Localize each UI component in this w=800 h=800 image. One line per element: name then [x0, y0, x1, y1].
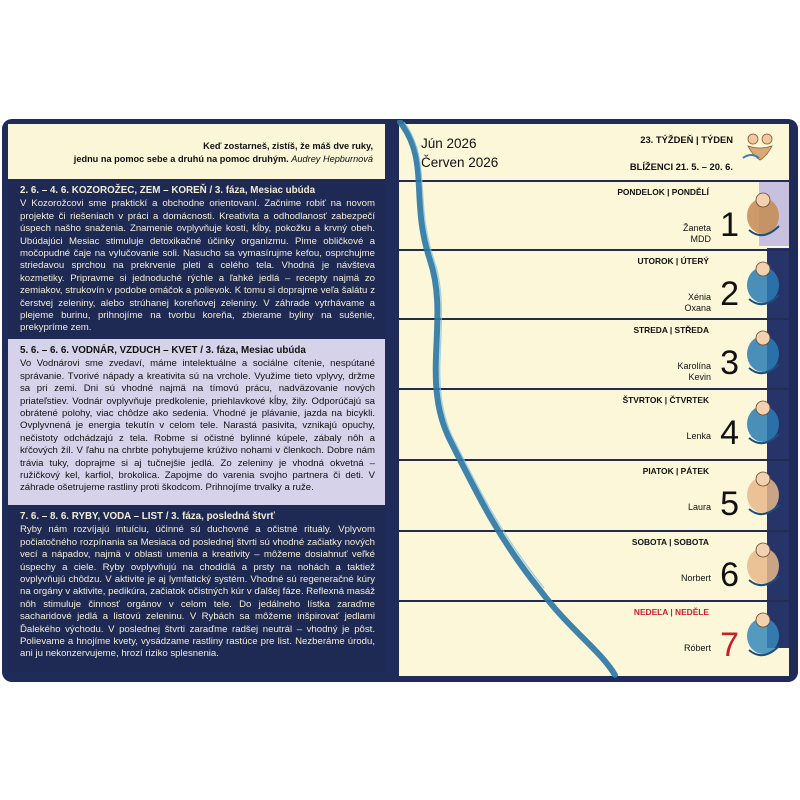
- zodiac-range: BLÍŽENCI 21. 5. – 20. 6.: [629, 161, 733, 172]
- day-number: 2: [720, 275, 739, 313]
- quote-line-1: Keď zostarneš, zistíš, že máš dve ruky,: [203, 141, 373, 151]
- capricorn-icon: [739, 255, 787, 311]
- nameday-names: Laura: [687, 502, 711, 512]
- section-text: Ryby nám rozvíjajú intuíciu, účinné sú duchovné a očistné rituály. Vplyvom počiatočného rozpínania sa Mesiaca od poslednej štvrti sú vhodné začiatky nových vecí a nápadov, najmä v oblasti umenia a kreativity – môžeme dosiahnuť veľké úspechy a ciele. Ryby ovplyvňujú na chodidlá a prsty na nohách a taktiež ovplyvňujú chôdzu. V aktivite je aj lymfatický systém. Vhodné sú regeneračné kúry na orgány v aktivite, pedikúra, začiatok očistných kúr v ďalšej fáze. Reflexná masáž nôh stimuluje činnosť orgánov v celom tele. Do jedálneho lístka zaraďme sacharidové jedlá a listovú zeleninu. V Rybách sa môžeme inšpirovať jedlami Ďalekého východu. V poslednej štvrti zaraďme radšej neutrál – vhodný je pôst. Polievame a hnojíme kvety, vysádzame rastliny rastúce pre list. Nezberáme úrodu, ani ju nekonzervujeme, hrozí riziko splesnenia.: [20, 524, 375, 660]
- section-title: 5. 6. – 6. 6. VODNÁR, VZDUCH – KVET / 3. fáza, Mesiac ubúda: [20, 345, 306, 356]
- section-pisces: [8, 505, 385, 672]
- section-capricorn: [8, 179, 385, 339]
- nameday-names: Lenka: [686, 431, 711, 441]
- day-name: PONDELOK | PONDĚLÍ: [617, 187, 709, 197]
- nameday-names: Róbert: [683, 643, 711, 653]
- nameday-names: Xénia Oxana: [684, 292, 711, 313]
- nameday-names: Norbert: [680, 573, 711, 583]
- day-number: 4: [720, 414, 739, 452]
- section-aquarius: [8, 339, 385, 505]
- pisces-icon: [739, 606, 787, 662]
- week-number: 23. TÝŽDEŇ | TÝDEN: [640, 134, 733, 145]
- left-page: [8, 124, 385, 672]
- section-text: V Kozorožcovi sme praktickí a obchodne orientovaní. Začnime robiť na novom projekte či riešeniach v práci a domácnosti. Kreativita a odhodlanosť zabezpečí úspech našho snaženia. Znamenie ovplyvňuje kosti, kĺby, pokožku a krvný obeh. Ubúdajúci Mesiac stimuluje detoxikačné účinky organizmu. Pime obličkové a močopudné čaje na vylučovanie soli. Nasucho sa vymasírujme kefou, osprchujme striedavou sprchou na prekrvenie pleti a celého tela. Vhodná je návšteva kozmetiky. Pripravme si jednoduché rýchle a ľahké jedlá – recepty najmä zo zemiakov, strukovín v podobe omáčok a polievok. K tomu si doprajme veľa šalátu z čerstvej zeleniny, alebo strúhanej koreňovej zeleniny. V záhrade vytrhávame a plejeme burinu, prihnojíme na tvorbu koreňa, zbierame byliny na sušenie, prekypríme zem.: [20, 198, 375, 334]
- day-name: SOBOTA | SOBOTA: [631, 537, 709, 547]
- day-name: UTOROK | ÚTERÝ: [637, 256, 709, 266]
- quote-author: Audrey Hepburnová: [291, 154, 373, 164]
- gemini-icon: [739, 128, 783, 164]
- month-cz: Červen 2026: [421, 155, 499, 170]
- day-number: 6: [720, 556, 739, 594]
- ribbon-bookmark: [390, 120, 620, 680]
- day-name: NEDEĽA | NEDĚLE: [633, 607, 709, 617]
- day-name: STREDA | STŘEDA: [633, 325, 709, 335]
- day-name: ŠTVRTOK | ČTVRTEK: [622, 395, 709, 405]
- quote-box: [8, 124, 385, 179]
- day-name: PIATOK | PÁTEK: [642, 466, 709, 476]
- quote-line-2: jednu na pomoc sebe a druhú na pomoc druhým.: [73, 154, 289, 164]
- aquarius-icon: [739, 536, 787, 592]
- section-title: 7. 6. – 8. 6. RYBY, VODA – LIST / 3. fáza, posledná štvrť: [20, 511, 275, 522]
- nameday-names: Karolína Kevin: [677, 361, 711, 382]
- day-number: 3: [720, 344, 739, 382]
- month-sk: Jún 2026: [421, 136, 477, 151]
- capricorn-icon: [739, 394, 787, 450]
- aquarius-icon: [739, 465, 787, 521]
- quote-text: [33, 140, 373, 166]
- day-number: 7: [720, 626, 739, 664]
- nameday-names: Žaneta MDD: [682, 223, 711, 244]
- day-number: 1: [720, 206, 739, 244]
- section-title: 2. 6. – 4. 6. KOZOROŽEC, ZEM – KOREŇ / 3. fáza, Mesiac ubúda: [20, 185, 316, 196]
- section-text: Vo Vodnárovi sme zvedaví, máme intelektuálne a sociálne cítenie, nespútané správanie. Tvorivé nápady a kreativita sú na vrchole. Využime tieto vplyvy, držme sa pri zemi. Dni sú vhodné najmä na tímovú prácu, nadväzovanie nových priateľstiev. Vodnár ovplyvňuje predkolenie, priehlavkové kĺby, žily. Odporúčajú sa obrátené polohy, viac chôdze ako sedenia. Vhodné je plávanie, jazda na bicykli. Ovplyvnená je energia tekutín v celom tele. Narastá pasivita, vznikajú opuchy, nečistoty odchádzajú z tela. Robme si očistné bylinné kúpele, zábaly nôh a kŕčových žíl. V ľahu na chrbte pohybujeme krúživo nohami v členkoch. Dobre nám trávia tuky, doprajme si aj tučnejšie jedlá. Zo zeleniny je vhodná okvetná – ružičkový kel, karfiol, brokolica. Zapojme do varenia svojho partnera či deti. V záhrade ošetrujeme rastliny proti škodcom. Prihnojíme trvalky a ruže.: [20, 358, 375, 494]
- day-number: 5: [720, 485, 739, 523]
- capricorn-icon: [739, 324, 787, 380]
- sagittarius-icon: [739, 186, 787, 242]
